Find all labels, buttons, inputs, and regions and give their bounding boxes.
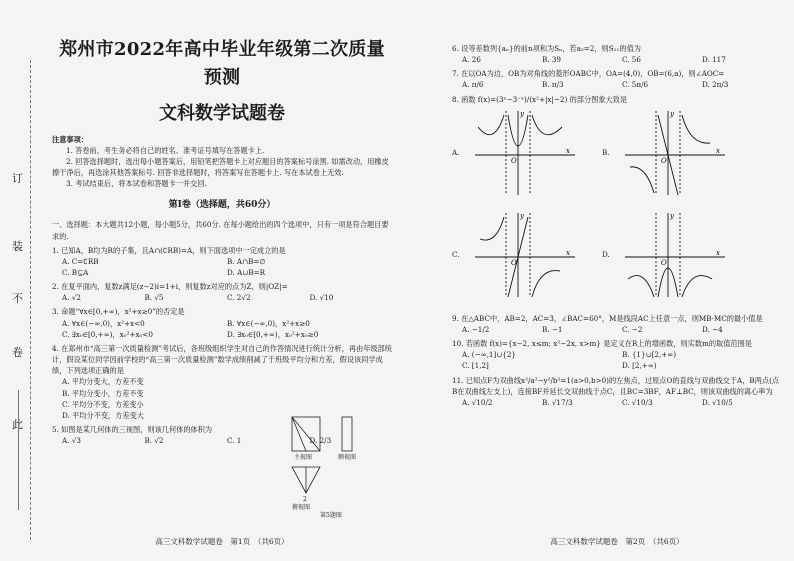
question-stem: 2. 在复平面内，复数z满足(z−2)i=1+i，则复数z对应的点为Z，则|OZ|= [52, 282, 288, 292]
binding-strip [10, 60, 31, 540]
question-block [52, 245, 392, 278]
dimension-label: 2 [303, 496, 307, 503]
question-block [52, 343, 392, 421]
answer-option[interactable]: D. [2,+∞) [622, 361, 657, 371]
answer-option[interactable]: B. π/3 [542, 80, 564, 90]
question-stem: 1. 已知A，B均为R的子集，且A∩(∁RB)=A，则下面选项中一定成立的是 [52, 245, 286, 255]
answer-option[interactable]: C. 56 [622, 55, 641, 65]
front-view-label: 主视图 [294, 454, 313, 461]
function-graphs [452, 105, 782, 310]
exam-title: 郑州市2022年高中毕业年级第二次质量预测 [59, 39, 385, 88]
graph-option-c[interactable] [452, 209, 602, 301]
answer-option[interactable]: C. √10/3 [622, 397, 653, 407]
option-row [452, 324, 782, 335]
three-view-figure [284, 415, 394, 519]
answer-option[interactable]: C. 平均分不变，方差变小 [62, 399, 144, 409]
answer-option[interactable]: B. ∀x∈(−∞,0)，x²+x≥0 [227, 318, 310, 328]
axis-y-label: y [520, 211, 524, 220]
answer-option[interactable]: A. C=∁RB [62, 256, 99, 266]
question-list [452, 43, 782, 105]
question-block [52, 306, 392, 339]
binding-mark: 此 [12, 418, 23, 431]
answer-option[interactable]: A. √2 [62, 293, 81, 303]
note-item: 2. 回答选择题时，选出每小题答案后，用铅笔把答题卡上对应题目的答案标号涂黑. 如需改动，用橡皮擦干净后，再选涂其他答案标号. 回答非选择题时，将答案写在答题卡上. 写在本试卷上无效. [52, 156, 389, 178]
answer-option[interactable]: C. −2 [622, 324, 643, 334]
answer-option[interactable]: D. 2π/3 [702, 80, 729, 90]
question-stem: 4. 在郑州市“高三第一次质量检测”考试后，各班级组织学生对自己的作答情况进行统计分析，再由年级部统计，假设某位同学因前学校的“高三第一次质量检测”数学成绩削减了于班级平均分和方差，假设该同学成绩，下列选项正确的是 [52, 343, 392, 376]
answer-option[interactable]: C. 5π/6 [622, 80, 649, 90]
axis-y-label: y [670, 109, 674, 118]
answer-option[interactable]: A. 平均分变大，方差不变 [62, 377, 144, 387]
graph-label: D. [602, 249, 610, 259]
graph-c-plot [470, 209, 580, 301]
answer-option[interactable]: A. √10/2 [462, 397, 493, 407]
answer-option[interactable]: D. −4 [702, 324, 723, 334]
graph-label: B. [602, 147, 610, 157]
answer-option[interactable]: C. [1,2] [462, 361, 489, 371]
question-stem: 10. 若函数 f(x)={x−2, x≤m; x²−2x, x>m} 是定义在R上的增函数，则实数m的取值范围是 [452, 339, 752, 349]
binding-mark: 订 [12, 172, 23, 185]
question-block [452, 313, 782, 335]
graph-option-a[interactable] [452, 107, 602, 199]
answer-option[interactable]: B. 39 [542, 55, 561, 65]
axis-x-label: x [566, 248, 570, 257]
answer-option[interactable]: B. √17/3 [542, 397, 573, 407]
answer-option[interactable]: D. ∃x₀∈[0,+∞)，x₀²+x₀≥0 [227, 329, 319, 339]
graph-option-b[interactable] [602, 107, 752, 199]
graph-b-plot [620, 107, 730, 199]
exam-subtitle: 文科数学试题卷 [159, 102, 285, 124]
question-stem: 6. 设等差数列{aₙ}的前n项和为Sₙ，若a₃=2，则S₁₁的值为 [452, 44, 641, 53]
answer-option[interactable]: D. A∪B=R [227, 268, 266, 278]
axis-x-label: x [566, 146, 570, 155]
answer-option[interactable]: B. A∩B=∅ [227, 256, 266, 266]
footer-left: 高三文科数学试题卷 第1页 （共6页） [155, 537, 289, 546]
answer-option[interactable]: D. 平均分不变，方差变大 [62, 410, 144, 420]
question-block [452, 68, 782, 90]
binding-mark: 装 [12, 240, 23, 253]
page-right [452, 0, 782, 408]
graph-label: A. [452, 147, 460, 157]
answer-option[interactable]: B. {1}∪[2,+∞) [622, 350, 677, 360]
option-row [452, 54, 782, 65]
option-row [452, 349, 782, 371]
option-row [452, 397, 782, 408]
question-stem: 7. 在以OA为边，OB为对角线的菱形OABC中，OA=(4,0)，OB=(6,a)，则∠AOC= [452, 69, 725, 79]
graph-option-d[interactable] [602, 209, 752, 301]
question-stem: 5. 如图是某几何体的三视图，则该几何体的体积为 [52, 425, 213, 435]
answer-option[interactable]: A. 26 [462, 55, 481, 65]
question-list [452, 313, 782, 408]
option-row [452, 79, 782, 90]
section-heading: 第Ⅰ卷（选择题，共60分） [168, 200, 276, 211]
question-stem: 9. 在△ABC中，AB=2，AC=3，∠BAC=60°，M是线段AC上任意一点，则MB·MC的最小值是 [452, 313, 763, 323]
question-block [452, 94, 782, 105]
answer-option[interactable]: D. 2/3 [309, 436, 332, 446]
answer-option[interactable]: B. 平均分变小，方差不变 [62, 388, 144, 398]
axis-x-label: x [716, 248, 720, 257]
note-item: 3. 考试结束后，将本试卷和答题卡一并交回. [66, 179, 207, 189]
answer-option[interactable]: C. ∃x₀∈[0,+∞)，x₀²+x₀<0 [62, 329, 153, 339]
question-stem: 11. 已知点F为双曲线x²/a²−y²/b²=1(a>0,b>0)的左焦点，过原点O的直线与双曲线交于A，B两点(点B在双曲线左支上)，连接BF并延长交双曲线于点C，且BC=3BF，AF⊥BC，则该双曲线的离心率为 [452, 375, 780, 396]
section-instructions: 一、选择题：本大题共12小题，每小题5分，共60分. 在每小题给出的四个选项中，只有一项是符合题目要求的. [52, 220, 389, 241]
question-block [452, 43, 782, 65]
answer-option[interactable]: A. π/6 [462, 80, 484, 90]
question-block [452, 375, 782, 408]
answer-option[interactable]: A. −1/2 [462, 324, 490, 334]
notes-title: 注意事项： [52, 134, 88, 144]
question-block [452, 338, 782, 371]
graph-a-plot [470, 107, 580, 199]
graph-label: C. [452, 249, 460, 259]
question-block [52, 281, 392, 303]
axis-y-label: y [520, 109, 524, 118]
answer-option[interactable]: C. 1 [227, 436, 242, 446]
binding-mark: 卷 [12, 346, 23, 359]
answer-option[interactable]: D. 117 [702, 55, 726, 65]
question-stem: 3. 命题“∀x∈[0,+∞)，x²+x≥0”的否定是 [52, 307, 185, 317]
footer-right: 高三文科数学试题卷 第2页 （共6页） [550, 537, 684, 546]
figure-caption: 第5题图 [320, 512, 342, 519]
page-left [52, 0, 392, 519]
answer-option[interactable]: C. 2√2 [227, 293, 251, 303]
top-view-label: 俯视图 [292, 504, 311, 511]
note-item: 1. 答卷前，考生务必将自己的姓名、准考证号填写在答题卡上. [66, 145, 265, 155]
answer-option[interactable]: B. −1 [542, 324, 563, 334]
answer-option[interactable]: A. (−∞,1]∪{2} [462, 350, 516, 360]
origin-label: O [661, 258, 667, 267]
binding-mark: 不 [12, 292, 23, 305]
axis-x-label: x [716, 146, 720, 155]
option-row [52, 292, 392, 303]
side-view-label: 侧视图 [338, 454, 357, 461]
binding-rule [18, 390, 19, 510]
option-row [52, 318, 392, 340]
answer-option[interactable]: B. √5 [144, 293, 164, 303]
answer-option[interactable]: D. √10 [309, 293, 334, 303]
answer-option[interactable]: C. B⊆A [62, 268, 89, 278]
origin-label: O [511, 258, 517, 267]
graph-d-plot [620, 209, 730, 301]
answer-option[interactable]: B. √2 [144, 436, 164, 446]
answer-option[interactable]: D. √10/5 [702, 397, 733, 407]
answer-option[interactable]: A. √3 [62, 436, 81, 446]
question-stem: 8. 函数 f(x)=(3ˣ−3⁻ˣ)/(x²+|x|−2) 的部分图象大致是 [452, 94, 628, 104]
option-row [52, 256, 392, 278]
origin-label: O [661, 156, 667, 165]
origin-label: O [511, 156, 517, 165]
axis-y-label: y [670, 211, 674, 220]
answer-option[interactable]: A. ∀x∈(−∞,0)，x²+x<0 [62, 318, 145, 328]
